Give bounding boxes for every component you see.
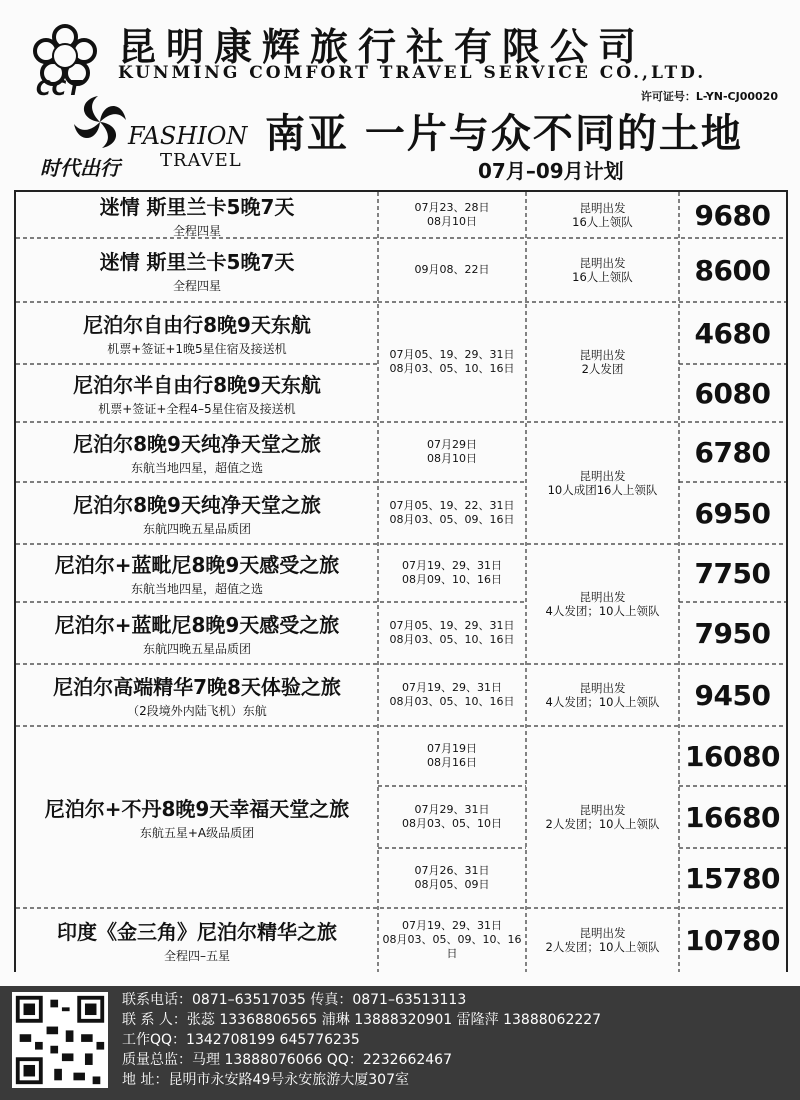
cct-logo-text: CCT xyxy=(36,76,82,100)
company-name-cn: 昆明康辉旅行社有限公司 xyxy=(118,25,647,69)
departure-info: 昆明出发 4人发团；10人上领队 xyxy=(545,681,660,709)
departure-info: 昆明出发 16人上领队 xyxy=(572,201,633,229)
tour-dates: 07月05、19、29、31日 08月03、05、10、16日 xyxy=(389,619,515,646)
tour-note: 全程四星 xyxy=(172,279,221,293)
header xyxy=(0,0,800,190)
tour-price: 9680 xyxy=(694,198,771,232)
departure-info: 昆明出发 4人发团；10人上领队 xyxy=(545,590,660,618)
tour-note: 东航四晚五星品质团 xyxy=(142,522,251,536)
tour-name: 尼泊尔半自由行8晚9天东航 xyxy=(73,373,321,397)
address-line: 地 址：昆明市永安路49号永安旅游大厦307室 xyxy=(122,1072,409,1088)
tour-note: 全程四星 xyxy=(172,224,221,238)
tour-price: 6950 xyxy=(694,496,771,530)
contact-person-line: 联 系 人：张蕊 13368806565 浦琳 13888320901 雷隆萍 13888062227 xyxy=(122,1012,602,1028)
qr-code-icon xyxy=(12,992,108,1088)
tour-row xyxy=(16,908,378,972)
contact-phone-line: 联系电话：0871–63517035 传真：0871–63513113 xyxy=(122,992,467,1008)
tour-note: 东航四晚五星品质团 xyxy=(142,642,251,656)
tour-price: 7750 xyxy=(694,556,771,590)
tour-price: 10780 xyxy=(685,923,780,957)
tour-name: 印度《金三角》尼泊尔精华之旅 xyxy=(57,920,337,944)
tour-dates: 07月05、19、22、31日 08月03、05、09、16日 xyxy=(389,499,515,526)
contact-info xyxy=(122,990,601,1090)
quality-director-line: 质量总监：马理 13888076066 QQ：2232662467 xyxy=(122,1052,452,1068)
tour-row xyxy=(16,544,378,602)
contact-qq-line: 工作QQ：1342708199 645776235 xyxy=(122,1032,360,1048)
license-number: 许可证号：L-YN-CJ00020 xyxy=(640,90,778,103)
tour-note: （2段境外内陆飞机）东航 xyxy=(127,704,267,718)
company-name-en: KUNMING COMFORT TRAVEL SERVICE CO.,LTD. xyxy=(118,63,707,83)
tour-row xyxy=(16,422,378,482)
tour-note: 机票+签证+全程4–5星住宿及接送机 xyxy=(98,402,296,416)
fashion-wordmark: FASHION xyxy=(128,122,248,150)
tour-price: 16080 xyxy=(685,739,780,773)
departure-info: 昆明出发 2人发团；10人上领队 xyxy=(545,803,660,831)
tour-price: 9450 xyxy=(694,678,771,712)
tour-name: 尼泊尔8晚9天纯净天堂之旅 xyxy=(73,432,321,456)
tour-dates: 07月05、19、29、31日 08月03、05、10、16日 xyxy=(389,348,515,375)
tour-name: 迷情 斯里兰卡5晚7天 xyxy=(99,250,295,274)
departure-info: 昆明出发 10人成团16人上领队 xyxy=(547,469,658,497)
tour-name: 尼泊尔+蓝毗尼8晚9天感受之旅 xyxy=(54,613,340,637)
tour-name: 尼泊尔高端精华7晚8天体验之旅 xyxy=(53,675,341,699)
tour-dates: 07月19、29、31日 08月03、05、10、16日 xyxy=(389,681,515,708)
tour-row xyxy=(16,364,378,422)
tour-row xyxy=(16,482,378,544)
departure-info: 昆明出发 2人发团 xyxy=(579,348,626,376)
tour-dates: 07月19、29、31日 08月03、05、09、10、16日 xyxy=(382,919,522,960)
tour-note: 东航当地四星，超值之选 xyxy=(130,582,263,596)
tour-row xyxy=(16,302,378,364)
tour-price: 4680 xyxy=(694,316,771,350)
fashion-swirl-logo-icon xyxy=(70,92,130,152)
tour-price: 6780 xyxy=(694,435,771,469)
tour-row xyxy=(16,238,378,302)
tour-dates: 07月26、31日 08月05、09日 xyxy=(414,864,490,891)
tour-note: 全程四–五星 xyxy=(163,949,230,963)
tour-price-table xyxy=(14,190,788,972)
departure-info: 昆明出发 2人发团；10人上领队 xyxy=(545,926,660,954)
schedule-period: 07月–09月计划 xyxy=(478,159,624,183)
tour-name: 尼泊尔8晚9天纯净天堂之旅 xyxy=(73,493,321,517)
tour-dates: 07月23、28日 08月10日 xyxy=(414,201,490,228)
tour-row xyxy=(16,664,378,726)
tour-dates: 07月19、29、31日 08月09、10、16日 xyxy=(402,559,502,586)
tour-row xyxy=(16,602,378,664)
tour-name: 尼泊尔+蓝毗尼8晚9天感受之旅 xyxy=(54,553,340,577)
tour-dates: 07月19日 08月16日 xyxy=(427,742,477,769)
tour-dates: 09月08、22日 xyxy=(414,263,490,276)
tour-price: 7950 xyxy=(694,616,771,650)
tour-note: 东航当地四星，超值之选 xyxy=(130,461,263,475)
contact-footer xyxy=(0,986,800,1100)
fashion-cn-wordmark: 时代出行 xyxy=(40,156,120,180)
tour-name: 尼泊尔自由行8晚9天东航 xyxy=(83,313,311,337)
tour-price: 15780 xyxy=(685,861,780,895)
tour-price: 6080 xyxy=(694,376,771,410)
tour-name: 迷情 斯里兰卡5晚7天 xyxy=(99,195,295,219)
departure-info: 昆明出发 16人上领队 xyxy=(572,256,633,284)
tour-dates: 07月29、31日 08月03、05、10日 xyxy=(402,803,502,830)
tour-row xyxy=(16,192,378,238)
tour-price: 8600 xyxy=(694,253,771,287)
travel-wordmark: TRAVEL xyxy=(160,150,242,171)
tour-note: 机票+签证+1晚5星住宿及接送机 xyxy=(107,342,287,356)
tour-price: 16680 xyxy=(685,800,780,834)
tour-note: 东航五星+A级品质团 xyxy=(139,826,255,840)
tour-row xyxy=(16,726,378,908)
tour-name: 尼泊尔+不丹8晚9天幸福天堂之旅 xyxy=(44,797,350,821)
headline: 南亚 一片与众不同的土地 xyxy=(265,111,743,157)
tour-dates: 07月29日 08月10日 xyxy=(427,438,477,465)
